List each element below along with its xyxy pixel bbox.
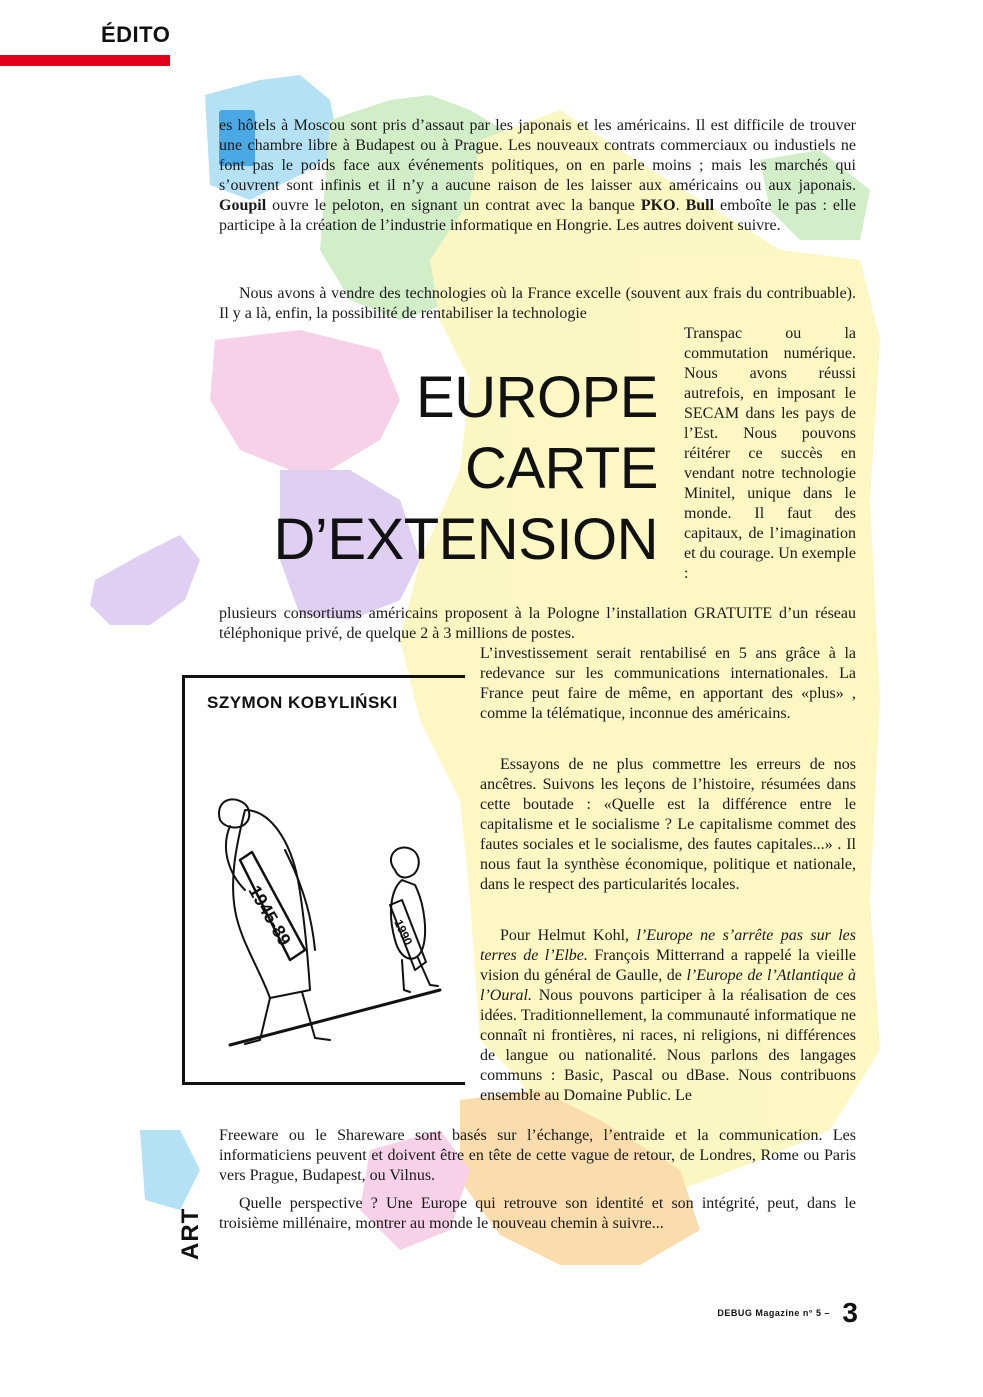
side-tag-art [175, 1198, 205, 1260]
p2-text: Nous avons à vendre des technologies où la France excelle (souvent aux frais du contribuable). Il y a là, enfin, la possibilité de rentabiliser la technologie [219, 285, 856, 322]
p7-b: l’Europe ne s’arrête pas sur les terres de l’Elbe. [480, 927, 857, 964]
article-paragraph-9 [219, 1194, 856, 1234]
headline-line-3: D’EXTENSION [273, 507, 658, 572]
p1-end: emboîte le pas : elle participe à la création de l’industrie informatique en Hongrie. Les autres doivent suivre. [219, 197, 856, 234]
map-region-lilac-island [90, 535, 200, 625]
p7-a: Pour Helmut Kohl, [500, 927, 630, 944]
p7-e: Nous pouvons participer à la réalisation de ces idées. Traditionnellement, la communauté informatique ne connaît ni frontières, ni races, ni religions, ni différences de langue ou nationalité. Nous parlons des langages communs : Basic, Pascal ou dBase. Nous contribuons ensemble au Domaine Public. Le [480, 987, 856, 1104]
article-paragraph-6 [480, 755, 856, 895]
article-paragraph-2 [219, 284, 856, 324]
p6-text: Essayons de ne plus commettre les erreurs de nos ancêtres. Suivons les leçons de l’histoire, résumées dans cette boutade : «Quelle est la différence entre le capitalisme et le socialisme ? Le capitalisme commet des fautes sociales et le socialisme, des fautes capitales...» . Il nous faut la synthèse économique, politique et nationale, dans le respect des particularités locales. [480, 756, 856, 893]
page-footer [717, 1297, 858, 1329]
cartoon-illustration [190, 740, 460, 1060]
section-tag: ÉDITO [101, 22, 171, 47]
child-head [391, 848, 419, 878]
side-tag-label: ART [177, 1207, 204, 1260]
bank-pko: PKO [640, 197, 676, 214]
p4-text: plusieurs consortiums américains proposent à la Pologne l’installation GRATUITE d’un réseau téléphonique privé, de quelque 2 à 3 millions de postes. [219, 605, 856, 642]
child-sash-label: 1990 [391, 917, 416, 948]
article-paragraph-5 [480, 644, 856, 724]
old-man-sash-label: 1945-89 [244, 882, 295, 950]
article-paragraph-4 [219, 604, 856, 644]
p7-d: l’Europe de l’Atlantique à l’Oural. [480, 967, 857, 1004]
page-number: 3 [842, 1297, 858, 1328]
article-paragraph-1: es hôtels à Moscou sont pris d’assaut par les japonais et les américains. Il est difficile de trouver une chambre libre à Budapest ou à Prague. Les nouveaux contrats commerciaux ou industiels ne font pas le poids face aux événements politiques, on en parle moins ; mais les marchés qui s’ouvrent sont infinis et il n’y a aucune raison de les laisser aux américains ou aux japonais. Goupil ouvre le peloton, en signant un contrat avec la banque PKO. Bull emboîte le pas : elle participe à la création de l’industrie informatique en Hongrie. Les autres doivent suivre. [219, 117, 856, 234]
ground-shadow [230, 990, 440, 1045]
p1-mid: ouvre le peloton, en signant un contrat avec la banque [272, 197, 635, 214]
article-paragraph-7 [480, 926, 856, 1106]
p1-first: es hôtels à Moscou sont pris d’assaut par les japonais et les américains. Il est difficile de trouver une chambre libre à Budapest ou à Prague. Les nouveaux contrats commerciaux ou industiels ne font pas le poids face aux événements politiques, on en parle moins ; mais les marchés qui s’ouvrent sont infinis et il n’y a aucune raison de les laisser aux américains ou aux japonais. [219, 117, 856, 194]
p8-text: Freeware ou le Shareware sont basés sur l’échange, l’entraide et la communication. Les informaticiens peuvent et doivent être en tête de cette vague de retour, de Londres, Rome ou Paris vers Prague, Budapest, ou Vilnus. [219, 1127, 856, 1184]
child-leg [402, 960, 410, 992]
cartoon-credit: SZYMON KOBYLIŃSKI [207, 693, 398, 712]
p9-text: Quelle perspective ? Une Europe qui retrouve son identité et son intégrité, peut, dans le troisième millénaire, montrer au monde le nouveau chemin à suivre... [219, 1195, 856, 1232]
p3-text: Transpac ou la commutation numérique. Nous avons réussi autrefois, en imposant le SECAM dans les pays de l’Est. Nous pouvons réitérer ce succès en vendant notre technologie Minitel, unique dans le monde. Il faut des capitaux, de l’imagination et du courage. Un exemple : [684, 325, 856, 582]
p7-c: François Mitterrand a rappelé la vieille vision du général de Gaulle, de [480, 947, 857, 984]
child-leg2 [418, 958, 438, 986]
footer-magazine: DEBUG Magazine n° 5 – [717, 1308, 830, 1318]
article-paragraph-3 [684, 324, 856, 584]
headline [240, 362, 658, 575]
headline-line-2: CARTE [464, 436, 658, 501]
p5-text: L’investissement serait rentabilisé en 5 ans grâce à la redevance sur les communications internationales. La France peut faire de même, en apportant des «plus» , comme la télématique, inconnue des américains. [480, 645, 856, 722]
old-man-leg2 [302, 992, 330, 1040]
company-bull: Bull [685, 197, 715, 214]
company-goupil: Goupil [219, 197, 267, 214]
headline-line-1: EUROPE [416, 365, 658, 430]
article-paragraph-8 [219, 1126, 856, 1186]
